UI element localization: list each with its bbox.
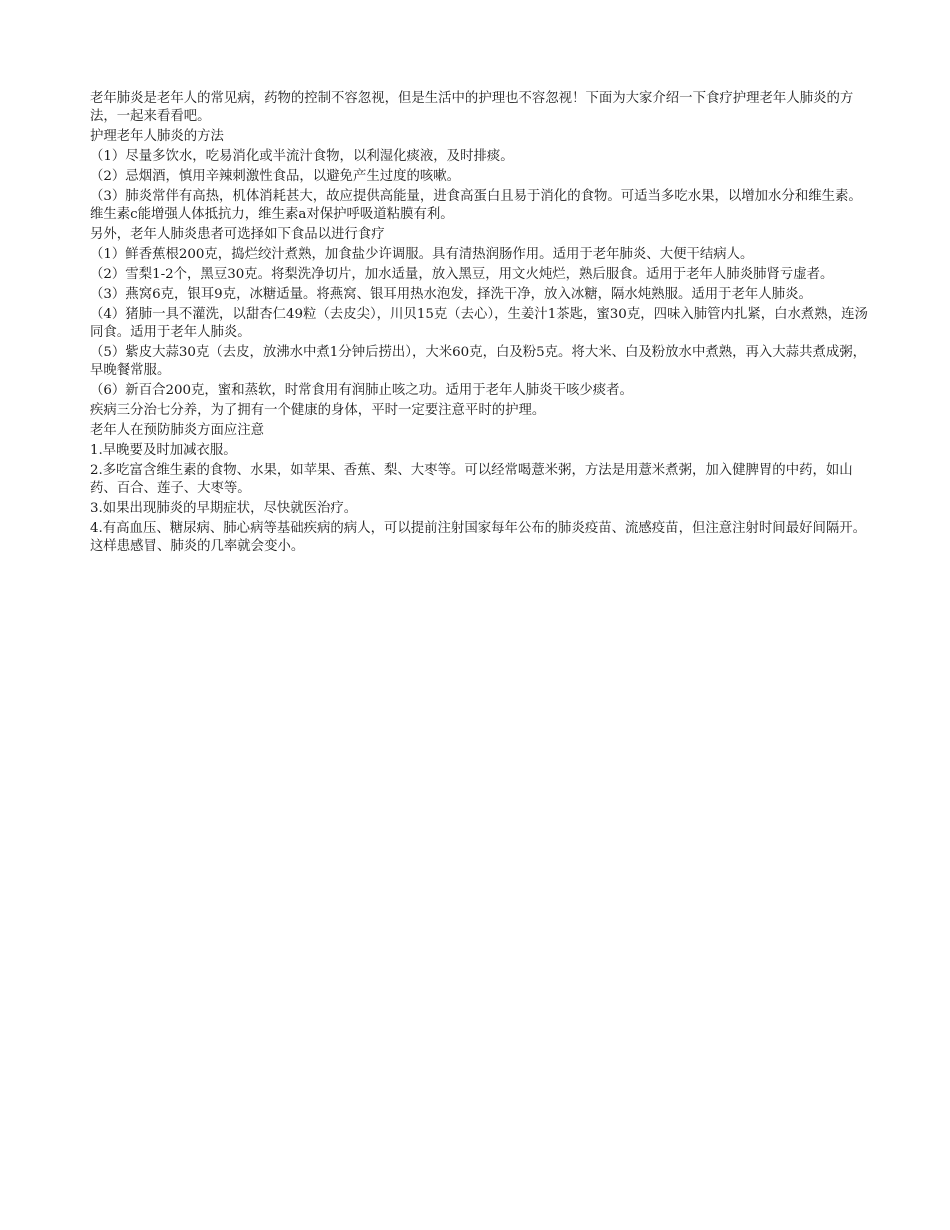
- summary-paragraph: 疾病三分治七分养，为了拥有一个健康的身体，平时一定要注意平时的护理。: [90, 403, 546, 418]
- document-body: [90, 90, 872, 558]
- prevention-item-2: 2.多吃富含维生素的食物、水果，如苹果、香蕉、梨、大枣等。可以经常喝薏米粥，方法是用薏米煮粥，加入健脾胃的中药，如山药、百合、莲子、大枣等。: [90, 463, 853, 496]
- section-heading-care-methods: 护理老年人肺炎的方法: [90, 129, 224, 144]
- diet-item-3: （3）燕窝6克，银耳9克，冰糖适量。将燕窝、银耳用热水泡发，择洗干净，放入冰糖，隔水炖熟服。适用于老年人肺炎。: [90, 287, 812, 302]
- care-item-2: （2）忌烟酒，慎用辛辣刺激性食品，以避免产生过度的咳嗽。: [90, 169, 461, 184]
- section-heading-prevention: 老年人在预防肺炎方面应注意: [90, 423, 265, 438]
- prevention-item-4: 4.有高血压、糖尿病、肺心病等基础疾病的病人，可以提前注射国家每年公布的肺炎疫苗、流感疫苗，但注意注射时间最好间隔开。这样患感冒、肺炎的几率就会变小。: [90, 521, 867, 554]
- diet-item-4: （4）猪肺一具不灌洗，以甜杏仁49粒（去皮尖），川贝15克（去心），生姜汁1茶匙，蜜30克，四味入肺管内扎紧，白水煮熟，连汤同食。适用于老年人肺炎。: [90, 307, 868, 340]
- section-heading-diet-therapy: 另外，老年人肺炎患者可选择如下食品以进行食疗: [90, 227, 385, 242]
- diet-item-2: （2）雪梨1-2个，黑豆30克。将梨洗净切片，加水适量，放入黑豆，用文火炖烂，熟后服食。适用于老年人肺炎肺肾亏虚者。: [90, 267, 834, 282]
- diet-item-1: （1）鲜香蕉根200克，捣烂绞汁煮熟，加食盐少许调服。具有清热润肠作用。适用于老年肺炎、大便干结病人。: [90, 247, 754, 262]
- care-item-3: （3）肺炎常伴有高热，机体消耗甚大，故应提供高能量，进食高蛋白且易于消化的食物。可适当多吃水果，以增加水分和维生素。维生素c能增强人体抵抗力，维生素a对保护呼吸道粘膜有利。: [90, 189, 862, 222]
- diet-item-6: （6）新百合200克，蜜和蒸软，时常食用有润肺止咳之功。适用于老年人肺炎干咳少痰者。: [90, 383, 633, 398]
- prevention-item-1: 1.早晚要及时加减衣服。: [90, 443, 237, 458]
- care-item-1: （1）尽量多饮水，吃易消化或半流汁食物，以利湿化痰液，及时排痰。: [90, 149, 514, 164]
- diet-item-5: （5）紫皮大蒜30克（去皮，放沸水中煮1分钟后捞出），大米60克，白及粉5克。将大米、白及粉放水中煮熟，再入大蒜共煮成粥，早晚餐常服。: [90, 345, 867, 378]
- intro-paragraph: 老年肺炎是老年人的常见病，药物的控制不容忽视，但是生活中的护理也不容忽视！下面为大家介绍一下食疗护理老年人肺炎的方法，一起来看看吧。: [90, 91, 854, 124]
- prevention-item-3: 3.如果出现肺炎的早期症状，尽快就医治疗。: [90, 501, 358, 516]
